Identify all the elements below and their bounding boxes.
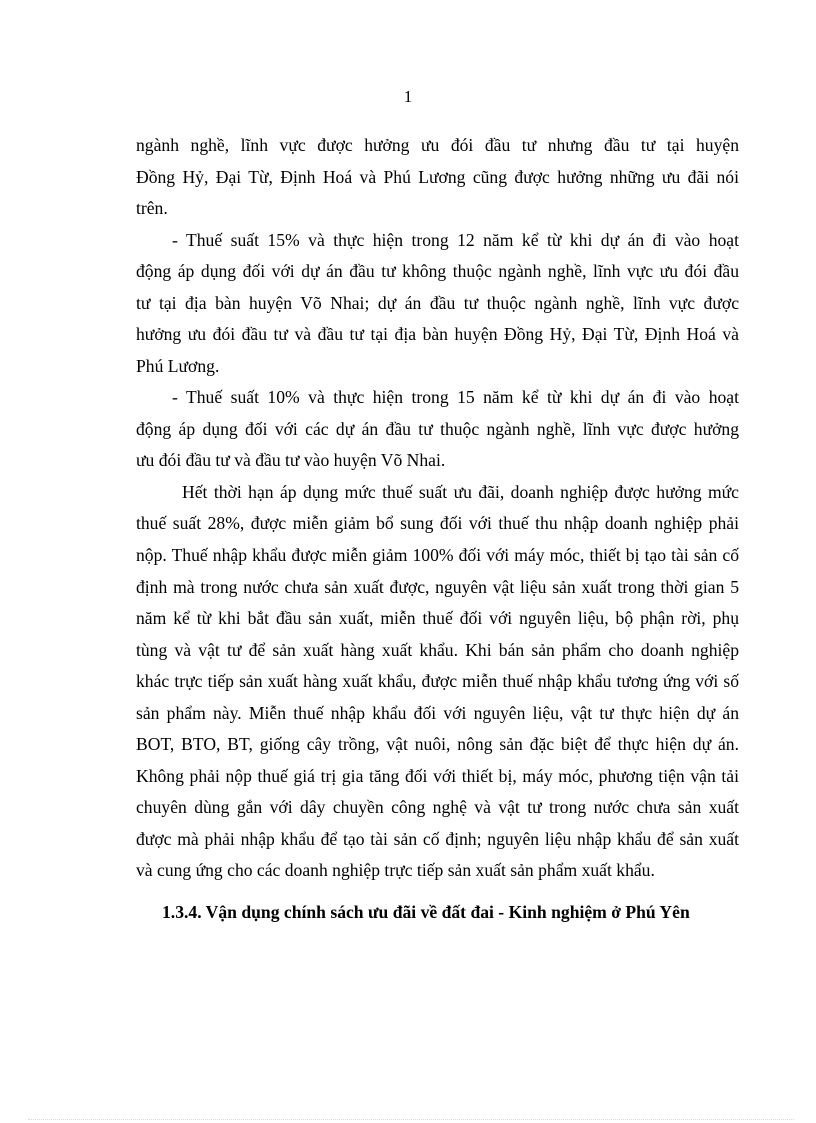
text-line: Phú Lương. bbox=[136, 356, 220, 376]
text-line: định mà trong nước chưa sản xuất được, nguyên vật liệu sản xuất trong thời gian 5 bbox=[136, 577, 739, 597]
text-line: - Thuế suất 15% và thực hiện trong 12 năm kể từ khi dự án đi vào hoạt bbox=[172, 230, 739, 250]
text-line: BOT, BTO, BT, giống cây trồng, vật nuôi, nông sản đặc biệt để thực hiện dự án. bbox=[136, 734, 739, 754]
text-line: năm kể từ khi bắt đầu sản xuất, miễn thuế đối với nguyên liệu, bộ phận rời, phụ bbox=[136, 608, 739, 628]
text-line: động áp dụng đối với dự án đầu tư không thuộc ngành nghề, lĩnh vực ưu đói đầu bbox=[136, 261, 739, 281]
text-line: tư tại địa bàn huyện Võ Nhai; dự án đầu tư thuộc ngành nghề, lĩnh vực được bbox=[136, 293, 739, 313]
text-line: tùng và vật tư để sản xuất hàng xuất khẩu. Khi bán sản phẩm cho doanh nghiệp bbox=[136, 640, 739, 660]
text-line: Không phải nộp thuế giá trị gia tăng đối với thiết bị, máy móc, phương tiện vận tải bbox=[136, 766, 739, 786]
text-line: thuế suất 28%, được miễn giảm bổ sung đối với thuế thu nhập doanh nghiệp phải bbox=[136, 513, 739, 533]
page-bottom-divider bbox=[28, 1119, 794, 1120]
text-line: được mà phải nhập khẩu để tạo tài sản cố định; nguyên liệu nhập khẩu để sản xuất bbox=[136, 829, 739, 849]
text-line: nộp. Thuế nhập khẩu được miễn giảm 100% đối với máy móc, thiết bị tạo tài sản cố bbox=[136, 545, 739, 565]
page-number: 1 bbox=[403, 87, 413, 106]
text-line: chuyên dùng gắn với dây chuyền công nghệ và vật tư trong nước chưa sản xuất bbox=[136, 797, 739, 817]
text-line: động áp dụng đối với các dự án đầu tư thuộc ngành nghề, lĩnh vực được hưởng bbox=[136, 419, 739, 439]
text-line: Hết thời hạn áp dụng mức thuế suất ưu đãi, doanh nghiệp được hưởng mức bbox=[182, 482, 739, 502]
section-heading: 1.3.4. Vận dụng chính sách ưu đãi về đất đai - Kinh nghiệm ở Phú Yên bbox=[162, 902, 690, 922]
text-line: sản phẩm này. Miễn thuế nhập khẩu đối với nguyên liệu, vật tư thực hiện dự án bbox=[136, 703, 739, 723]
text-line: Đồng Hỷ, Đại Từ, Định Hoá và Phú Lương cũng được hưởng những ưu đãi nói bbox=[136, 167, 739, 187]
text-line: ưu đói đầu tư và đầu tư vào huyện Võ Nhai. bbox=[136, 450, 446, 470]
text-line: và cung ứng cho các doanh nghiệp trực tiếp sản xuất sản phẩm xuất khẩu. bbox=[136, 860, 655, 880]
text-line: trên. bbox=[136, 198, 168, 218]
text-line: hưởng ưu đói đầu tư và đầu tư tại địa bàn huyện Đồng Hỷ, Đại Từ, Định Hoá và bbox=[136, 324, 739, 344]
text-line: khác trực tiếp sản xuất hàng xuất khẩu, được miễn thuế nhập khẩu tương ứng với số bbox=[136, 671, 739, 691]
text-line: ngành nghề, lĩnh vực được hưởng ưu đói đầu tư nhưng đầu tư tại huyện bbox=[136, 135, 739, 155]
text-line: - Thuế suất 10% và thực hiện trong 15 năm kể từ khi dự án đi vào hoạt bbox=[172, 387, 739, 407]
